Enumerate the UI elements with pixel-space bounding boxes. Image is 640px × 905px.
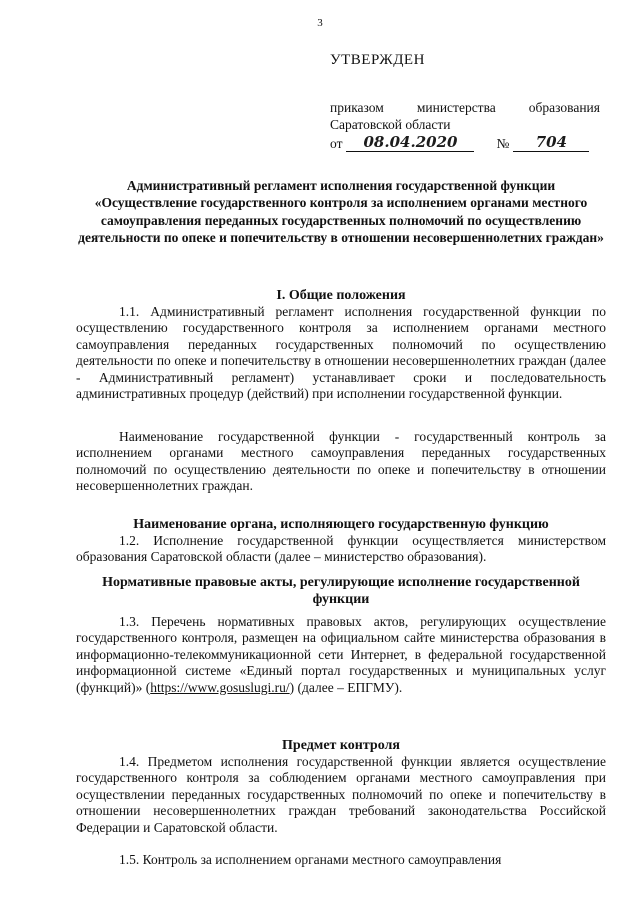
section-heading-body: Наименование органа, исполняющего государственную функцию	[133, 517, 549, 532]
document-title: Административный регламент исполнения государственной функции «Осуществление государственного контроля за исполнением органами местного самоуправления переданных государственных полномочий по осуществлению деятельности по опеке и попечительству в отношении несовершеннолетних граждан»	[78, 178, 604, 245]
paragraph-1-3	[76, 614, 606, 696]
order-word: приказом	[330, 100, 384, 115]
section-heading-acts: Нормативные правовые акты, регулирующие исполнение государственной функции	[102, 575, 580, 607]
paragraph-1-4: 1.4. Предметом исполнения государственной функции является осуществление государственного контроля за соблюдением органами местного самоуправления при осуществлении переданных государственных полномочий по опеке и попечительству в отношении несовершеннолетних граждан требований законодательства Российской Федерации и Саратовской области.	[76, 754, 606, 835]
handwritten-number: 704	[513, 134, 589, 152]
gosuslugi-link[interactable]: https://www.gosuslugi.ru/	[150, 679, 290, 695]
date-number-row	[330, 134, 600, 152]
paragraph-1-5: 1.5. Контроль за исполнением органами местного самоуправления	[119, 852, 502, 867]
region-line: Саратовской области	[330, 117, 451, 132]
paragraph-1-1: 1.1. Административный регламент исполнения государственной функции по осуществлению государственного контроля за исполнением органами местного самоуправления переданных государственных полномочий по осуществлению деятельности по опеке и попечительству в отношении несовершеннолетних граждан (далее - Административный регламент) устанавливает сроки и последовательность административных процедур (действий) при исполнении государственной функции.	[76, 304, 606, 402]
paragraph-1-2: 1.2. Исполнение государственной функции осуществляется министерством образования Саратовской области (далее – министерство образования).	[76, 533, 606, 565]
paragraph-1-3-tail: ) (далее – ЕПГМУ).	[289, 679, 403, 695]
order-line	[330, 99, 600, 116]
paragraph-1-3-text: 1.3. Перечень нормативных правовых актов, регулирующих осуществление государственного контроля, размещен на официальном сайте министерства образования в информационно-телекоммуникационной сети Интернет, в федеральной государственной информационной системе «Единый портал государственных и муниципальных услуг (функций)» (	[76, 614, 606, 695]
approved-title: УТВЕРЖДЕН	[330, 52, 425, 68]
education-word: образования	[528, 100, 600, 115]
section-heading-general: I. Общие положения	[276, 288, 406, 303]
from-label: от	[330, 136, 343, 151]
section-heading-subject: Предмет контроля	[282, 738, 400, 753]
page-number: 3	[317, 17, 323, 29]
ministry-word: министерства	[416, 100, 496, 115]
approval-block	[330, 52, 600, 152]
number-label: №	[496, 136, 510, 151]
handwritten-date: 08.04.2020	[346, 134, 474, 152]
paragraph-function-name: Наименование государственной функции - государственный контроль за исполнением органами местного самоуправления переданных государственных полномочий по осуществлению деятельности по опеке и попечительству в отношении несовершеннолетних граждан.	[76, 429, 606, 494]
